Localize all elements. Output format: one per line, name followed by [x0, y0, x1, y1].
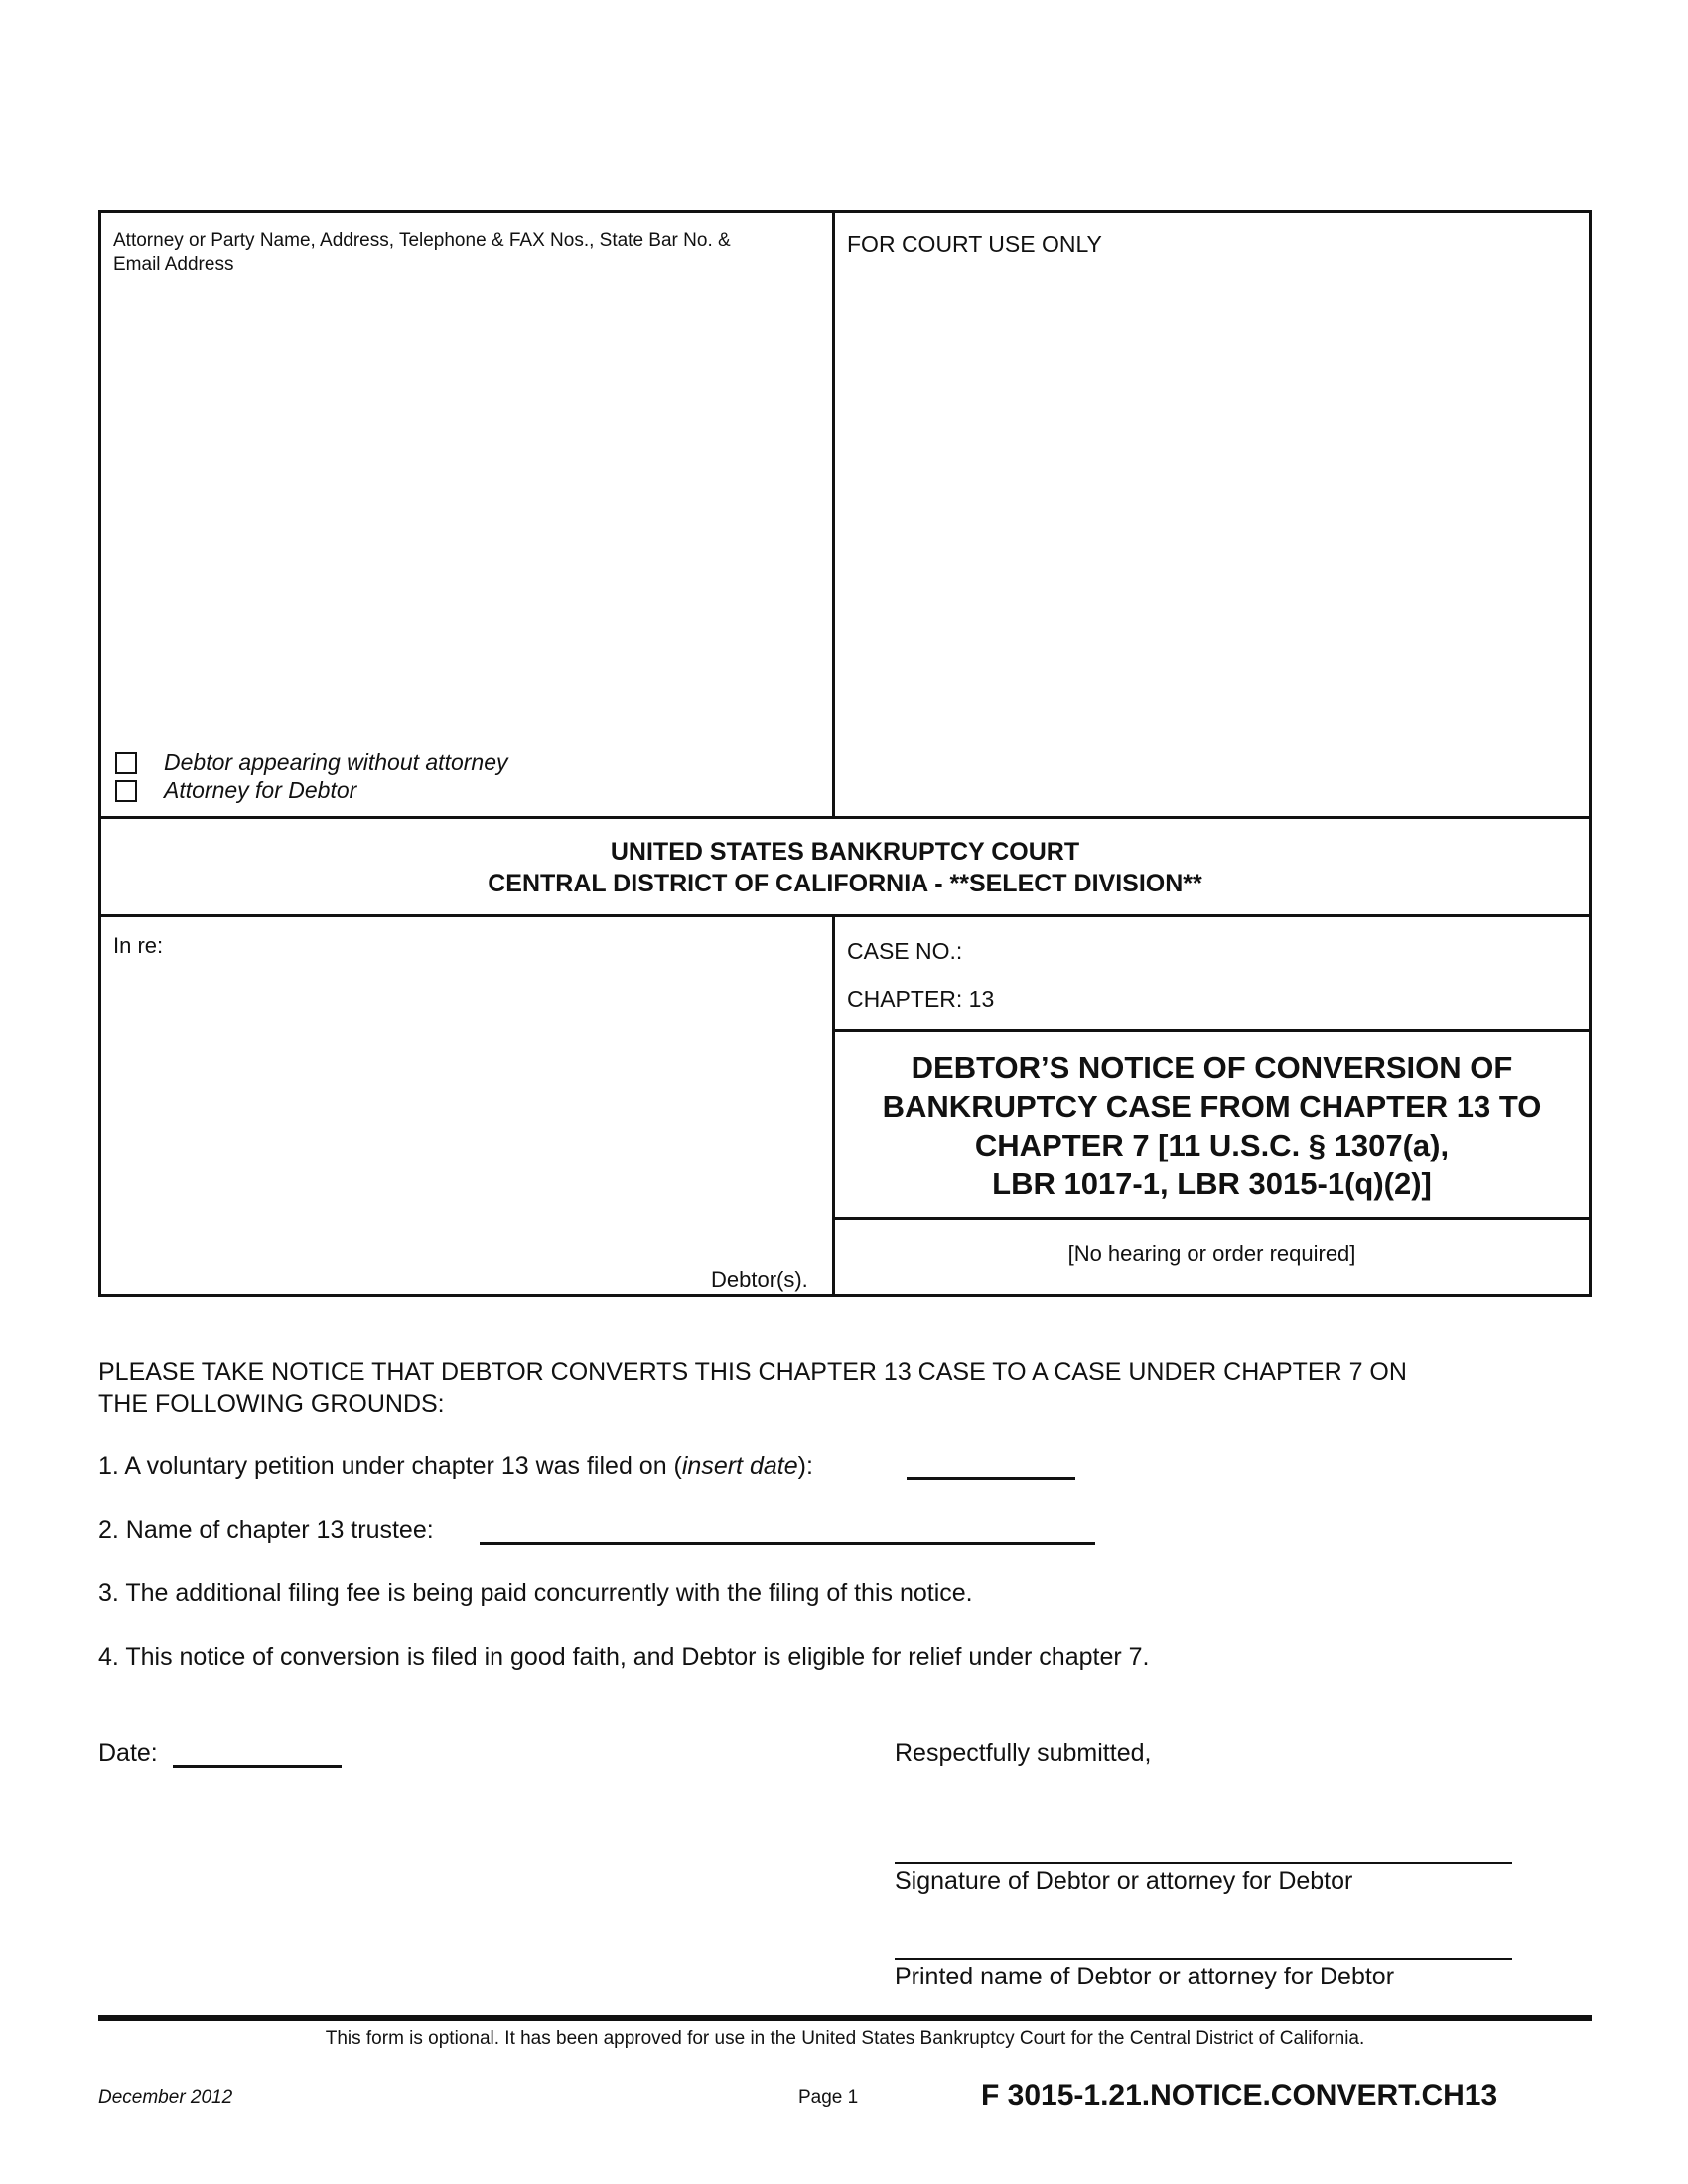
ground-3: 3. The additional filing fee is being paid concurrently with the filing of this notice.	[98, 1579, 973, 1607]
document-title-line1: DEBTOR’S NOTICE OF CONVERSION OF	[911, 1050, 1513, 1085]
signature-label: Signature of Debtor or attorney for Debtor	[895, 1867, 1353, 1895]
document-title-line4: LBR 1017-1, LBR 3015-1(q)(2)]	[992, 1166, 1432, 1201]
date-field[interactable]	[173, 1765, 342, 1768]
notice-intro	[98, 1356, 1407, 1420]
signature-line[interactable]	[895, 1862, 1512, 1864]
footer-optional-note: This form is optional. It has been approved for use in the United States Bankruptcy Court for the Central District of California.	[325, 2028, 1365, 2049]
document-title-line2: BANKRUPTCY CASE FROM CHAPTER 13 TO	[882, 1089, 1542, 1124]
debtor-without-attorney-checkbox[interactable]	[115, 752, 137, 774]
ground-1-italic: insert date	[681, 1452, 798, 1480]
court-use-label: FOR COURT USE ONLY	[847, 231, 1102, 257]
trustee-name-field[interactable]	[480, 1542, 1095, 1545]
date-label: Date:	[98, 1739, 158, 1767]
ground-2: 2. Name of chapter 13 trustee:	[98, 1516, 434, 1544]
caption-border-right	[1589, 210, 1592, 1297]
footer-page-number: Page 1	[798, 2087, 859, 2108]
court-title-bottom-rule	[98, 914, 1592, 917]
no-hearing-note: [No hearing or order required]	[1067, 1241, 1356, 1266]
in-re-label: In re:	[113, 933, 164, 958]
attorney-for-debtor-label: Attorney for Debtor	[164, 777, 357, 803]
document-title-line3: CHAPTER 7 [11 U.S.C. § 1307(a),	[974, 1128, 1450, 1162]
court-title-top-rule	[98, 816, 1592, 819]
footer-date: December 2012	[98, 2087, 233, 2108]
case-no-label: CASE NO.:	[847, 938, 963, 964]
debtors-label: Debtor(s).	[711, 1267, 808, 1292]
attorney-label-line1: Attorney or Party Name, Address, Telephone & FAX Nos., State Bar No. &	[113, 230, 731, 251]
debtor-without-attorney-label: Debtor appearing without attorney	[164, 750, 508, 775]
notice-intro-line1: PLEASE TAKE NOTICE THAT DEBTOR CONVERTS THIS CHAPTER 13 CASE TO A CASE UNDER CHAPTER 7 ON	[98, 1358, 1407, 1386]
title-rule	[832, 1217, 1592, 1220]
ground-1-text: 1. A voluntary petition under chapter 13 was filed on (	[98, 1452, 682, 1480]
footer-rule	[98, 2015, 1592, 2021]
document-title	[835, 1048, 1589, 1203]
court-title-line1: UNITED STATES BANKRUPTCY COURT	[610, 838, 1080, 866]
notice-intro-line2: THE FOLLOWING GROUNDS:	[98, 1390, 445, 1418]
attorney-label-line2: Email Address	[113, 254, 234, 275]
respectfully-submitted: Respectfully submitted,	[895, 1739, 1152, 1767]
ground-1	[98, 1452, 813, 1481]
court-title-line2: CENTRAL DISTRICT OF CALIFORNIA - **SELECT DIVISION**	[488, 870, 1202, 897]
ground-1-close: ):	[797, 1452, 813, 1480]
ground-4: 4. This notice of conversion is filed in good faith, and Debtor is eligible for relief under chapter 7.	[98, 1643, 1150, 1671]
printed-name-line[interactable]	[895, 1958, 1512, 1960]
court-title	[101, 836, 1589, 899]
footer-form-id: F 3015-1.21.NOTICE.CONVERT.CH13	[981, 2079, 1498, 2112]
caption-border-top	[98, 210, 1592, 213]
caption-divider-top	[832, 210, 835, 818]
chapter-rule	[832, 1029, 1592, 1032]
petition-date-field[interactable]	[907, 1477, 1075, 1480]
printed-name-label: Printed name of Debtor or attorney for Debtor	[895, 1963, 1395, 1990]
chapter-label: CHAPTER: 13	[847, 986, 995, 1012]
attorney-label	[113, 229, 731, 277]
caption-border-bottom	[98, 1294, 1592, 1297]
attorney-for-debtor-checkbox[interactable]	[115, 780, 137, 802]
caption-border-left	[98, 210, 101, 1297]
